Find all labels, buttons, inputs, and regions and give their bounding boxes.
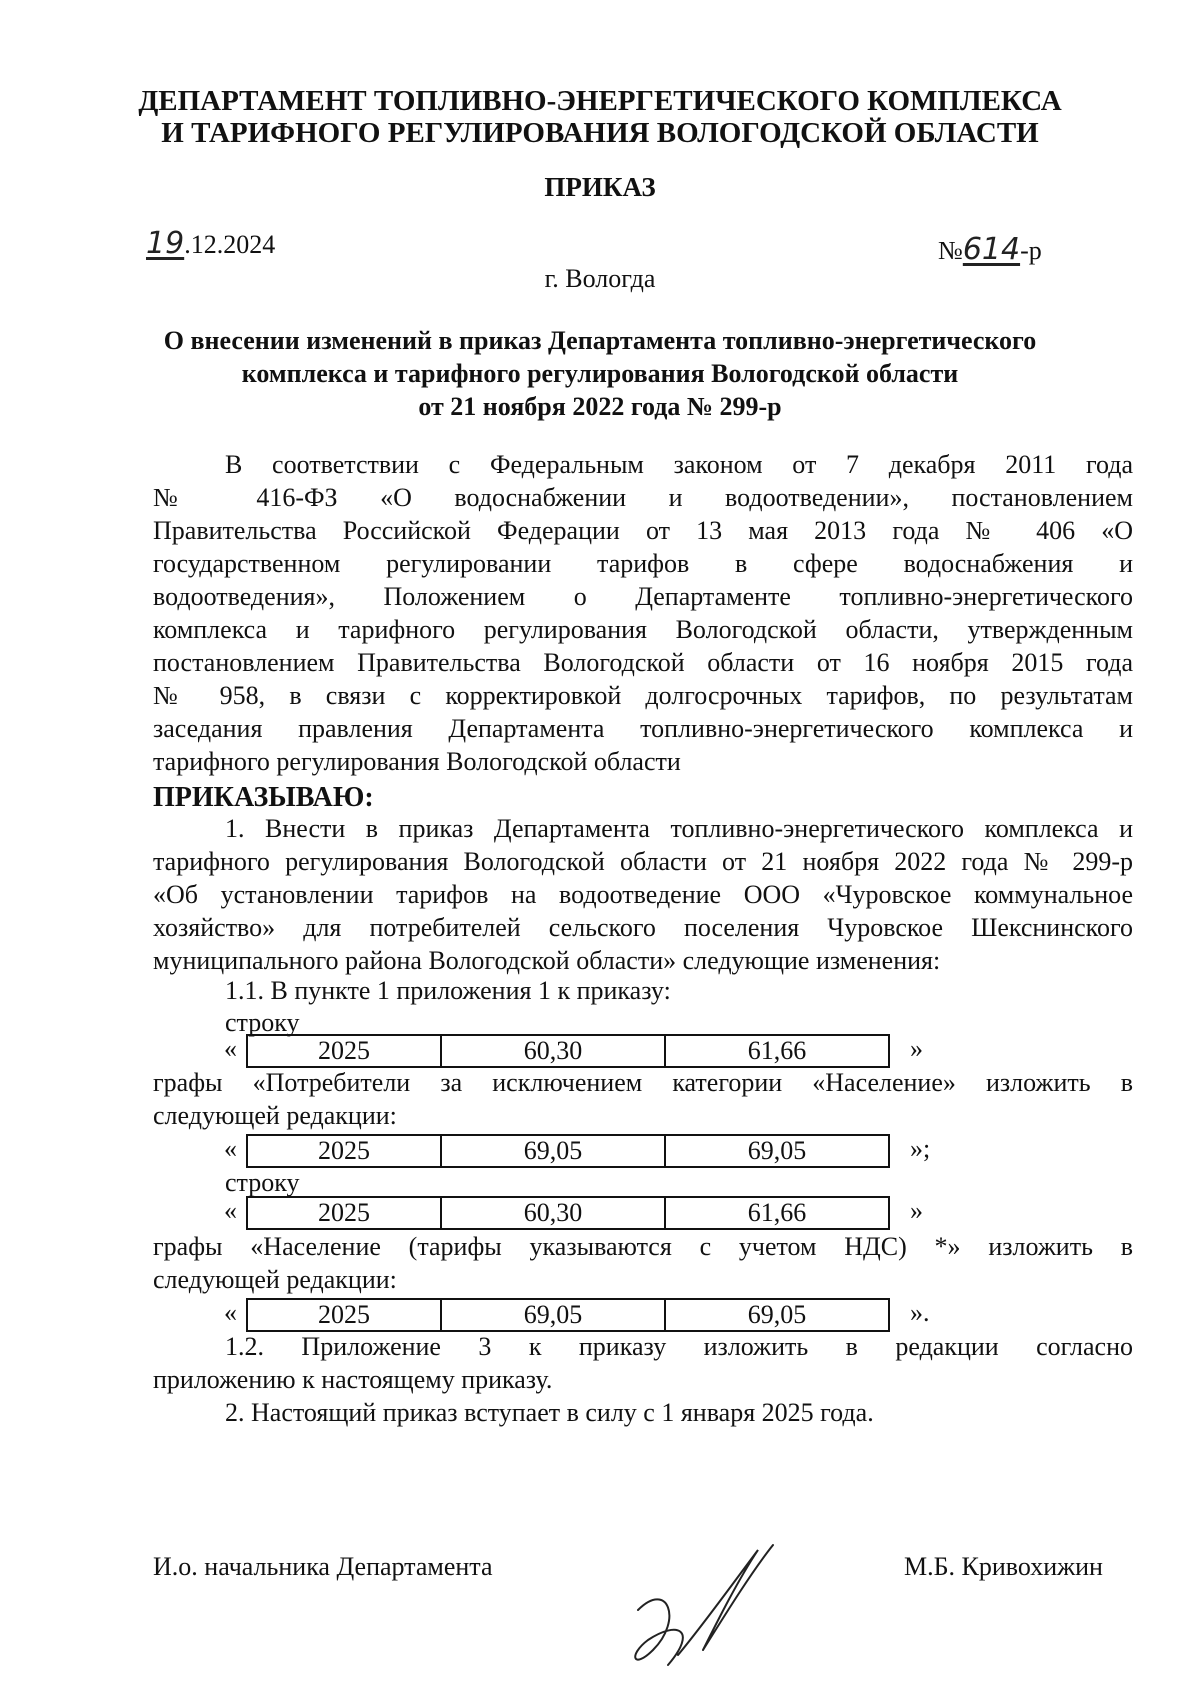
- number-handwritten: 614: [962, 232, 1021, 267]
- close-quote: »: [910, 1196, 923, 1225]
- grafy2-line: следующей редакции:: [153, 1265, 397, 1294]
- close-quote: ».: [910, 1298, 930, 1327]
- item1-paragraph: [153, 812, 1133, 977]
- preamble-line: постановлением Правительства Вологодской области от 16 ноября 2015 года: [153, 648, 1133, 677]
- cell-tariff-h2: 69,05: [665, 1299, 889, 1331]
- handwritten-signature: [608, 1540, 788, 1690]
- cell-year: 2025: [247, 1197, 441, 1229]
- cell-tariff-h2: 61,66: [665, 1035, 889, 1067]
- subitem-1-2-line: 1.2. Приложение 3 к приказу изложить в редакции согласно: [225, 1332, 1133, 1361]
- preamble-line: водоотведения», Положением о Департаменте топливно-энергетического: [153, 582, 1133, 611]
- subject-line2: комплекса и тарифного регулирования Вологодской области: [241, 359, 959, 388]
- cell-tariff-h1: 60,30: [441, 1197, 665, 1229]
- order-number: [938, 232, 1042, 267]
- preamble-line: комплекса и тарифного регулирования Вологодской области, утвержденным: [153, 615, 1133, 644]
- org-name-line2: И ТАРИФНОГО РЕГУЛИРОВАНИЯ ВОЛОГОДСКОЙ ОБЛАСТИ: [161, 117, 1039, 149]
- preamble-line: № 416-ФЗ «О водоснабжении и водоотведении», постановлением: [153, 483, 1133, 512]
- item1-line: «Об установлении тарифов на водоотведение ООО «Чуровское коммунальное: [153, 880, 1133, 909]
- preamble-line: № 958, в связи с корректировкой долгосрочных тарифов, по результатам: [153, 681, 1133, 710]
- cell-tariff-h1: 69,05: [441, 1299, 665, 1331]
- subject-line3: от 21 ноября 2022 года № 299-р: [418, 392, 782, 421]
- grafy2-line: графы «Население (тарифы указываются с учетом НДС) *» изложить в: [153, 1232, 1133, 1261]
- preamble-line: тарифного регулирования Вологодской области: [153, 747, 681, 776]
- grafy1-paragraph: [153, 1066, 1133, 1132]
- preamble-line: государственном регулировании тарифов в сфере водоснабжения и: [153, 549, 1133, 578]
- grafy1-line: следующей редакции:: [153, 1101, 397, 1130]
- subject-line1: О внесении изменений в приказ Департамента топливно-энергетического: [163, 326, 1037, 355]
- preamble-line: В соответствии с Федеральным законом от 7 декабря 2011 года: [225, 450, 1133, 479]
- item1-line: хозяйство» для потребителей сельского поселения Чуровское Шекснинского: [153, 913, 1133, 942]
- open-quote: «: [224, 1034, 237, 1063]
- date-day-handwritten: 19: [146, 226, 185, 261]
- row-word: строку: [225, 1168, 300, 1197]
- signatory-name: М.Б. Кривохижин: [904, 1552, 1103, 1581]
- cell-year: 2025: [247, 1135, 441, 1167]
- doc-type-title: ПРИКАЗ: [544, 172, 656, 202]
- preamble-paragraph: [153, 448, 1133, 778]
- item1-line: 1. Внести в приказ Департамента топливно-энергетического комплекса и: [225, 814, 1133, 843]
- item2: 2. Настоящий приказ вступает в силу с 1 января 2025 года.: [225, 1398, 874, 1427]
- open-quote: «: [224, 1196, 237, 1225]
- tariff-row-old-2: [246, 1196, 890, 1230]
- cell-tariff-h1: 69,05: [441, 1135, 665, 1167]
- number-suffix: -р: [1020, 236, 1042, 265]
- number-prefix: №: [938, 236, 963, 265]
- subitem-1-1: 1.1. В пункте 1 приложения 1 к приказу:: [225, 976, 671, 1005]
- row-word: строку: [225, 1008, 300, 1037]
- cell-year: 2025: [247, 1035, 441, 1067]
- tariff-row-new-1: [246, 1134, 890, 1168]
- item1-line: муниципального района Вологодской области» следующие изменения:: [153, 946, 941, 975]
- open-quote: «: [224, 1298, 237, 1327]
- close-quote: »: [910, 1034, 923, 1063]
- org-name-line1: ДЕПАРТАМЕНТ ТОПЛИВНО-ЭНЕРГЕТИЧЕСКОГО КОМПЛЕКСА: [138, 85, 1062, 117]
- subitem-1-2-line: приложению к настоящему приказу.: [153, 1365, 553, 1394]
- cell-tariff-h2: 69,05: [665, 1135, 889, 1167]
- grafy2-paragraph: [153, 1230, 1133, 1296]
- open-quote: «: [224, 1134, 237, 1163]
- item1-line: тарифного регулирования Вологодской области от 21 ноября 2022 года № 299-р: [153, 847, 1133, 876]
- date-month-year: .12.2024: [184, 230, 276, 259]
- tariff-row-new-2: [246, 1298, 890, 1332]
- subitem-1-2: [153, 1330, 1133, 1396]
- cell-year: 2025: [247, 1299, 441, 1331]
- close-quote: »;: [910, 1134, 931, 1163]
- order-date: [146, 226, 275, 261]
- signatory-position: И.о. начальника Департамента: [153, 1552, 493, 1581]
- decree-heading: ПРИКАЗЫВАЮ:: [153, 782, 374, 813]
- city: г. Вологда: [544, 264, 656, 293]
- tariff-row-old-1: [246, 1034, 890, 1068]
- preamble-line: Правительства Российской Федерации от 13 мая 2013 года № 406 «О: [153, 516, 1133, 545]
- cell-tariff-h2: 61,66: [665, 1197, 889, 1229]
- preamble-line: заседания правления Департамента топливно-энергетического комплекса и: [153, 714, 1133, 743]
- grafy1-line: графы «Потребители за исключением категории «Население» изложить в: [153, 1068, 1133, 1097]
- cell-tariff-h1: 60,30: [441, 1035, 665, 1067]
